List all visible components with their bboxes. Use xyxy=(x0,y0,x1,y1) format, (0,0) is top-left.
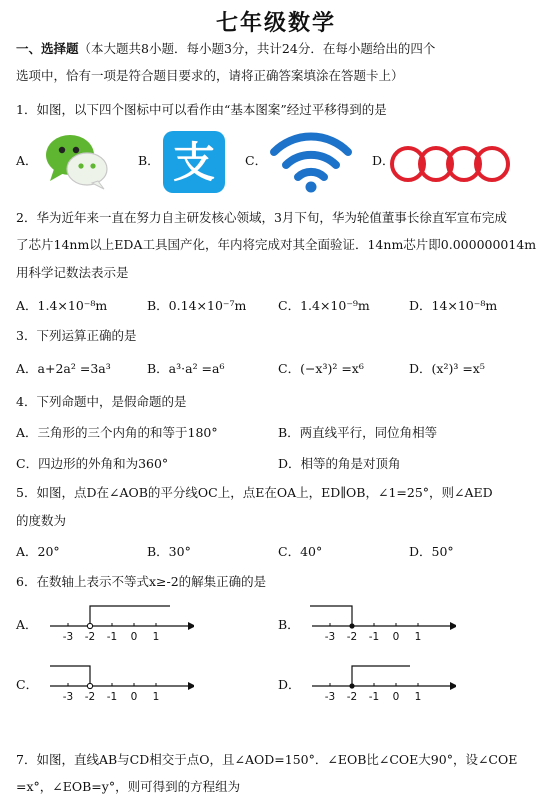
svg-text:-3: -3 xyxy=(324,691,336,703)
svg-text:0: 0 xyxy=(392,691,400,703)
q6-label-d: D． xyxy=(278,677,301,692)
section-note-line1: （本大题共8小题．每小题3分，共计24分．在每小题给出的四个 xyxy=(78,41,436,56)
svg-text:1: 1 xyxy=(152,631,160,643)
q6-label-b: B． xyxy=(278,617,300,632)
q6-stem: 6．在数轴上表示不等式x≥-2的解集正确的是 xyxy=(16,574,267,589)
svg-text:1: 1 xyxy=(414,631,422,643)
q3-stem: 3．下列运算正确的是 xyxy=(16,328,137,343)
svg-text:-2: -2 xyxy=(84,691,96,703)
q6-label-c: C． xyxy=(16,677,39,692)
svg-text:-3: -3 xyxy=(62,631,74,643)
section-header xyxy=(16,40,544,58)
section-note-line2: 选项中，恰有一项是符合题目要求的，请将正确答案填涂在答题卡上） xyxy=(16,68,404,83)
q5-option-a: A．20° xyxy=(16,544,60,559)
q1-label-a: A． xyxy=(16,153,38,168)
q3-option-a: A．a+2a² =3a³ xyxy=(16,361,111,376)
q5-line1: 5．如图，点D在∠AOB的平分线OC上，点E在OA上，ED∥OB，∠1=25°，则∠AED xyxy=(16,485,493,500)
q3-option-c: C．(−x³)² =x⁶ xyxy=(278,361,364,376)
wechat-icon xyxy=(44,131,110,191)
wifi-icon xyxy=(270,128,352,194)
svg-text:-3: -3 xyxy=(324,631,336,643)
svg-text:1: 1 xyxy=(152,691,160,703)
svg-text:-1: -1 xyxy=(368,691,380,703)
svg-text:0: 0 xyxy=(130,631,138,643)
svg-text:-2: -2 xyxy=(346,691,358,703)
q4-option-d: D．相等的角是对顶角 xyxy=(278,456,401,471)
q3-option-d: D．(x²)³ =x⁵ xyxy=(409,361,485,376)
q4-stem: 4．下列命题中，是假命题的是 xyxy=(16,394,187,409)
q6-numberline-b xyxy=(306,602,456,644)
q1-label-b: B． xyxy=(138,153,160,168)
svg-text:0: 0 xyxy=(130,691,138,703)
q2-option-b: B．0.14×10⁻⁷m xyxy=(147,298,247,313)
q7-line2: =x°，∠EOB=y°，则可得到的方程组为 xyxy=(16,779,241,794)
q6-label-a: A． xyxy=(16,617,38,632)
svg-text:-1: -1 xyxy=(106,691,118,703)
q1-label-d: D． xyxy=(372,153,395,168)
q1-label-c: C． xyxy=(245,153,268,168)
svg-text:-1: -1 xyxy=(106,631,118,643)
section-heading: 一、选择题 xyxy=(16,41,79,56)
q5-option-b: B．30° xyxy=(147,544,191,559)
alipay-icon xyxy=(163,131,225,193)
svg-text:-1: -1 xyxy=(368,631,380,643)
svg-text:-2: -2 xyxy=(84,631,96,643)
q1-stem: 1．如图，以下四个图标中可以看作由“基本图案”经过平移得到的是 xyxy=(16,102,387,117)
q2-line3: 用科学记数法表示是 xyxy=(16,265,129,280)
q6-numberline-d xyxy=(306,662,456,704)
q4-option-c: C．四边形的外角和为360° xyxy=(16,456,169,471)
q6-numberline-c xyxy=(44,662,194,704)
q5-option-d: D．50° xyxy=(409,544,454,559)
q4-option-b: B．两直线平行，同位角相等 xyxy=(278,425,438,440)
q2-option-a: A．1.4×10⁻⁸m xyxy=(16,298,108,313)
q2-option-d: D．14×10⁻⁸m xyxy=(409,298,498,313)
q6-numberline-a xyxy=(44,602,194,644)
q5-line2: 的度数为 xyxy=(16,513,67,528)
q2-option-c: C．1.4×10⁻⁹m xyxy=(278,298,370,313)
page-title: 七年级数学 xyxy=(215,11,336,36)
q7-line1: 7．如图，直线AB与CD相交于点O，且∠AOD=150°．∠EOB比∠COE大90°，设∠COE xyxy=(16,752,518,767)
q4-option-a: A．三角形的三个内角的和等于180° xyxy=(16,425,218,440)
q2-line2: 了芯片14nm以上EDA工具国产化，年内将完成对其全面验证．14nm芯片即0.000000014m xyxy=(16,237,537,252)
svg-text:支: 支 xyxy=(172,138,216,187)
svg-text:-3: -3 xyxy=(62,691,74,703)
q5-option-c: C．40° xyxy=(278,544,323,559)
audi-rings-icon xyxy=(388,144,514,184)
q2-line1: 2．华为近年来一直在努力自主研发核心领域，3月下旬，华为轮值董事长徐直军宣布完成 xyxy=(16,210,507,225)
svg-text:-2: -2 xyxy=(346,631,358,643)
q3-option-b: B．a³·a² =a⁶ xyxy=(147,361,225,376)
svg-text:0: 0 xyxy=(392,631,400,643)
svg-text:1: 1 xyxy=(414,691,422,703)
